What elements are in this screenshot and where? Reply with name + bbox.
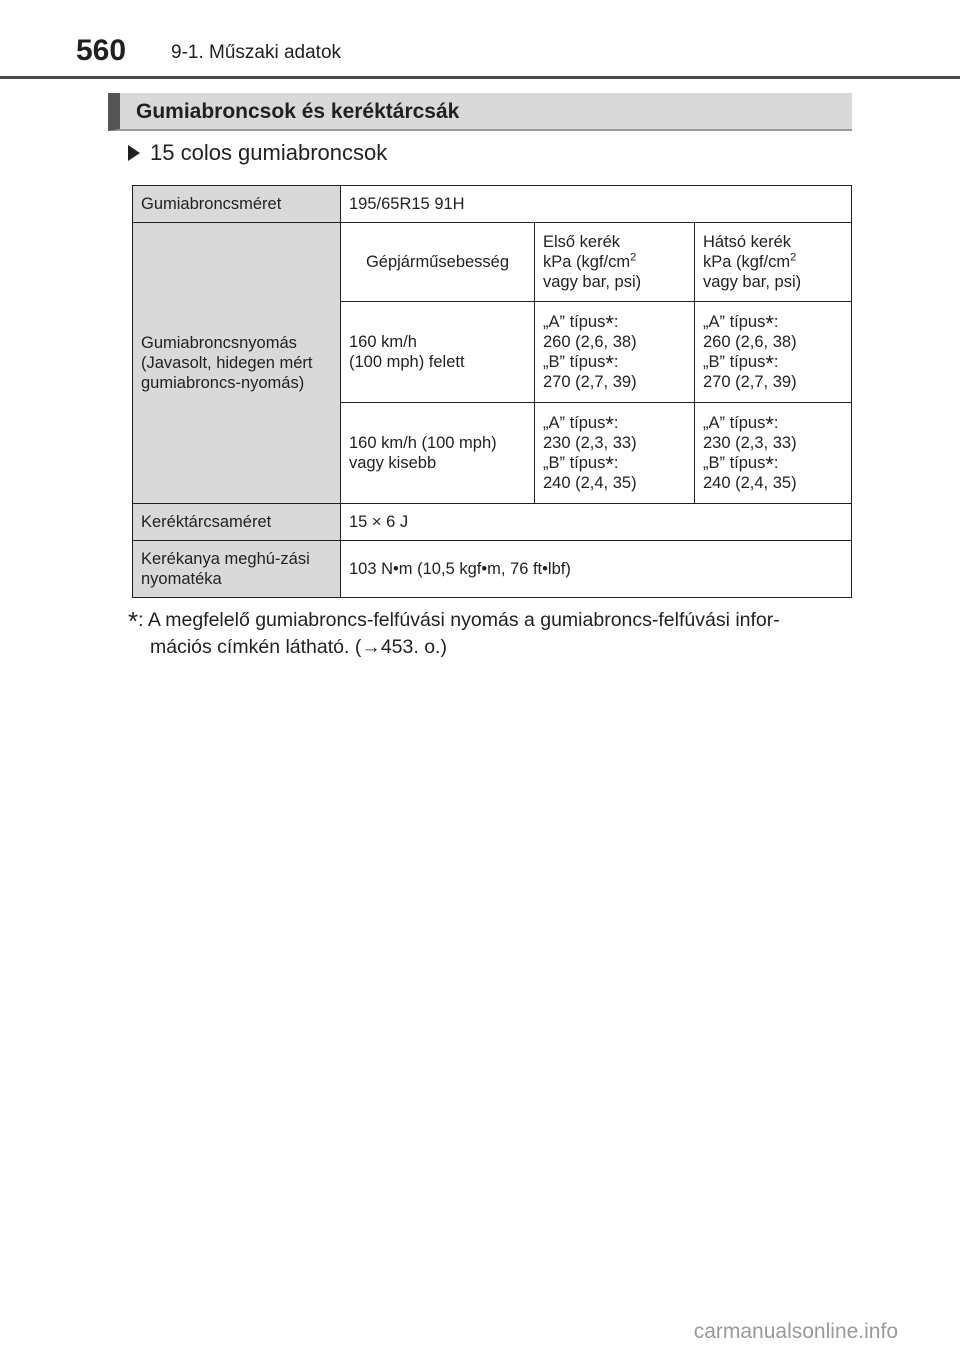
footnote-star: * [605, 311, 614, 336]
speed-header: Gépjárműsebesség [341, 223, 535, 302]
front-header-line1: Első kerék [543, 233, 621, 251]
footnote-star: * [765, 412, 774, 437]
footnote-star: * [765, 452, 774, 477]
header-rule [0, 76, 960, 79]
front-header-line2: kPa (kgf/cm [543, 253, 631, 271]
table-row [133, 186, 852, 223]
subheading-text: 15 colos gumiabroncsok [150, 140, 388, 165]
rear-header-superscript: 2 [790, 251, 797, 264]
type-a-value: 260 (2,6, 38) [543, 333, 637, 351]
type-b-value: 270 (2,7, 39) [543, 373, 637, 391]
section-title-bar [108, 93, 852, 131]
footnote-star: * [765, 311, 774, 336]
type-a-value: 230 (2,3, 33) [703, 434, 797, 452]
rear-header-line3: vagy bar, psi) [703, 273, 802, 291]
type-a-value: 260 (2,6, 38) [703, 333, 797, 351]
tire-spec-table [132, 185, 852, 598]
footnote-star: * [605, 452, 614, 477]
section-title: Gumiabroncsok és keréktárcsák [136, 100, 460, 123]
footnote-text-line2: mációs címkén látható. (→453. o.) [150, 636, 447, 658]
triangle-bullet-icon [128, 145, 140, 161]
table-row [133, 223, 852, 302]
tire-pressure-label: Gumiabroncsnyomás (Javasolt, hidegen mért gumiabroncs-nyomás) [133, 223, 341, 504]
low-speed-line1: 160 km/h (100 mph) [349, 434, 497, 452]
low-speed-front-pressure: „A” típus*: 230 (2,3, 33) „B” típus*: 240 (2,4, 35) [535, 403, 695, 504]
high-speed-line2: (100 mph) felett [349, 353, 465, 371]
subheading [128, 140, 387, 166]
type-a-value: 230 (2,3, 33) [543, 434, 637, 452]
front-header-line3: vagy bar, psi) [543, 273, 642, 291]
type-b-value: 240 (2,4, 35) [543, 474, 637, 492]
rear-header-line2: kPa (kgf/cm [703, 253, 791, 271]
type-b-value: 270 (2,7, 39) [703, 373, 797, 391]
type-a-label: „A” típus [703, 414, 766, 432]
footnote-marker: * [128, 606, 139, 636]
low-speed-line2: vagy kisebb [349, 454, 437, 472]
table-row [133, 504, 852, 541]
rim-size-label: Keréktárcsaméret [133, 504, 341, 541]
footnote [128, 604, 852, 661]
type-b-value: 240 (2,4, 35) [703, 474, 797, 492]
table-row [133, 541, 852, 598]
type-a-label: „A” típus [543, 414, 606, 432]
footnote-star: * [605, 351, 614, 376]
high-speed-rear-pressure: „A” típus*: 260 (2,6, 38) „B” típus*: 270 (2,7, 39) [695, 302, 852, 403]
type-b-label: „B” típus [703, 353, 766, 371]
front-header-superscript: 2 [630, 251, 637, 264]
watermark: carmanualsonline.info [693, 1320, 898, 1343]
rear-header-line1: Hátsó kerék [703, 233, 792, 251]
nut-torque-value: 103 N•m (10,5 kgf•m, 76 ft•lbf) [341, 541, 852, 598]
front-wheel-header [535, 223, 695, 302]
high-speed-label [341, 302, 535, 403]
type-a-label: „A” típus [703, 313, 766, 331]
type-b-label: „B” típus [543, 353, 606, 371]
low-speed-rear-pressure: „A” típus*: 230 (2,3, 33) „B” típus*: 240 (2,4, 35) [695, 403, 852, 504]
type-b-label: „B” típus [543, 454, 606, 472]
low-speed-label [341, 403, 535, 504]
high-speed-line1: 160 km/h [349, 333, 417, 351]
type-b-label: „B” típus [703, 454, 766, 472]
footnote-text-line1: : A megfelelő gumiabroncs-felfúvási nyomás a gumiabroncs-felfúvási infor- [138, 609, 780, 631]
rear-wheel-header [695, 223, 852, 302]
nut-torque-label: Kerékanya meghú-zási nyomatéka [133, 541, 341, 598]
footnote-star: * [605, 412, 614, 437]
tire-size-value: 195/65R15 91H [341, 186, 852, 223]
footnote-star: * [765, 351, 774, 376]
type-a-label: „A” típus [543, 313, 606, 331]
page-number: 560 [76, 34, 127, 67]
section-reference: 9-1. Műszaki adatok [171, 42, 342, 63]
high-speed-front-pressure: „A” típus*: 260 (2,6, 38) „B” típus*: 270 (2,7, 39) [535, 302, 695, 403]
tire-size-label: Gumiabroncsméret [133, 186, 341, 223]
rim-size-value: 15 × 6 J [341, 504, 852, 541]
